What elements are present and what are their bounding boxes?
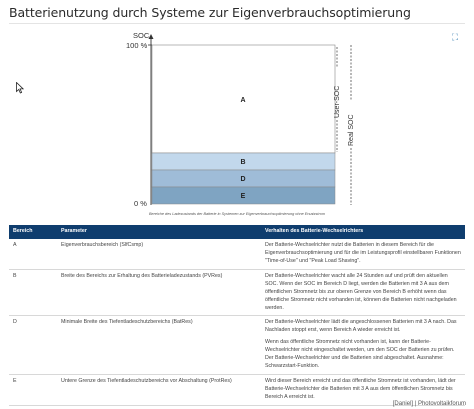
page-title: Batterienutzung durch Systeme zur Eigenverbrauchsoptimierung [9, 5, 411, 20]
figure-caption: Bereiche des Ladezustands der Batterie in Systemen zur Eigenverbrauchsoptimierung ohne Ersatzstrom [148, 212, 326, 216]
zone-a-label: A [240, 97, 246, 104]
behavior-text: Wird dieser Bereich erreicht und das öffentliche Stromnetz ist vorhanden, lädt der Batterie-Wechselrichter die Batterien mit 3 A aus dem öffentlichen Stromnetz bis Bereich A erreicht ist. [265, 378, 456, 400]
cell-parameter: Untere Grenze des Tiefentladeschutzbereichs vor Abschaltung (ProtRes) [57, 375, 261, 406]
behavior-text: Der Batterie-Wechselrichter lädt die angeschlossenen Batterien mit 3 A nach. Das Nachladen stoppt erst, wenn Bereich A wieder erreicht ist. [265, 319, 457, 334]
behavior-text: Der Batterie-Wechselrichter nutzt die Batterien in diesem Bereich für die Eigenverbrauchsoptimierung und für die im Leistungsprofil einstellbaren Funktionen "Time-of-Use" und "Peak Load Shaving". [265, 241, 461, 264]
header-behavior: Verhalten des Batterie-Wechselrichters [261, 225, 465, 239]
cell-area: E [9, 375, 57, 406]
tick-100: 100 % [126, 41, 148, 50]
user-soc-label: User-SOC [334, 85, 341, 118]
cell-area: B [9, 269, 57, 316]
header-area: Bereich [9, 225, 57, 239]
real-soc-label: Real SOC [348, 114, 355, 146]
expand-icon[interactable]: ⛶ [451, 32, 459, 42]
tick-0: 0 % [134, 199, 147, 208]
cell-behavior [261, 239, 465, 269]
cell-parameter: Breite des Bereichs zur Erhaltung des Batterieladezustands (PVRes) [57, 269, 261, 316]
cell-area: D [9, 316, 57, 375]
soc-area-table [9, 225, 465, 406]
cell-area: A [9, 239, 57, 269]
cell-parameter: Eigenverbrauchsbereich (SlfCsmp) [57, 239, 261, 269]
cell-behavior [261, 269, 465, 316]
cell-behavior [261, 316, 465, 375]
zone-e-label: E [240, 193, 246, 200]
y-axis-label: SOC [133, 31, 150, 40]
zone-d-label: D [240, 176, 246, 183]
behavior-text: Wenn das öffentliche Stromnetz nicht vorhanden ist, kann der Batterie-Wechselrichter nicht eingeschaltet werden, um den SOC der Batterien zu prüfen. Der Batterie-Wechselrichter und die Batterien sind abgeschaltet. Ausnahme: Schwarzstart-Funktion. [265, 339, 455, 370]
header-parameter: Parameter [57, 225, 261, 239]
table-row [9, 269, 465, 316]
behavior-text: Der Batterie-Wechselrichter wacht alle 24 Stunden auf und prüft den aktuellen SOC. Wenn der SOC im Bereich D liegt, werden die Batterien mit 3 A aus dem öffentlichen Stromnetz bis zur oberen Grenze von Bereich B erhöht wenn das öffentliche Stromnetz nicht vorhanden ist, können die Batterien nicht nachgeladen werden. [265, 272, 457, 311]
table-row [9, 239, 465, 269]
zone-b-label: B [240, 159, 246, 166]
table-header-row [9, 225, 465, 239]
table-row [9, 316, 465, 375]
credit-watermark: [Daniel] | Photovoltaikforum [392, 401, 466, 407]
cell-parameter: Minimale Breite des Tiefentladeschutzbereichs (BatRes) [57, 316, 261, 375]
